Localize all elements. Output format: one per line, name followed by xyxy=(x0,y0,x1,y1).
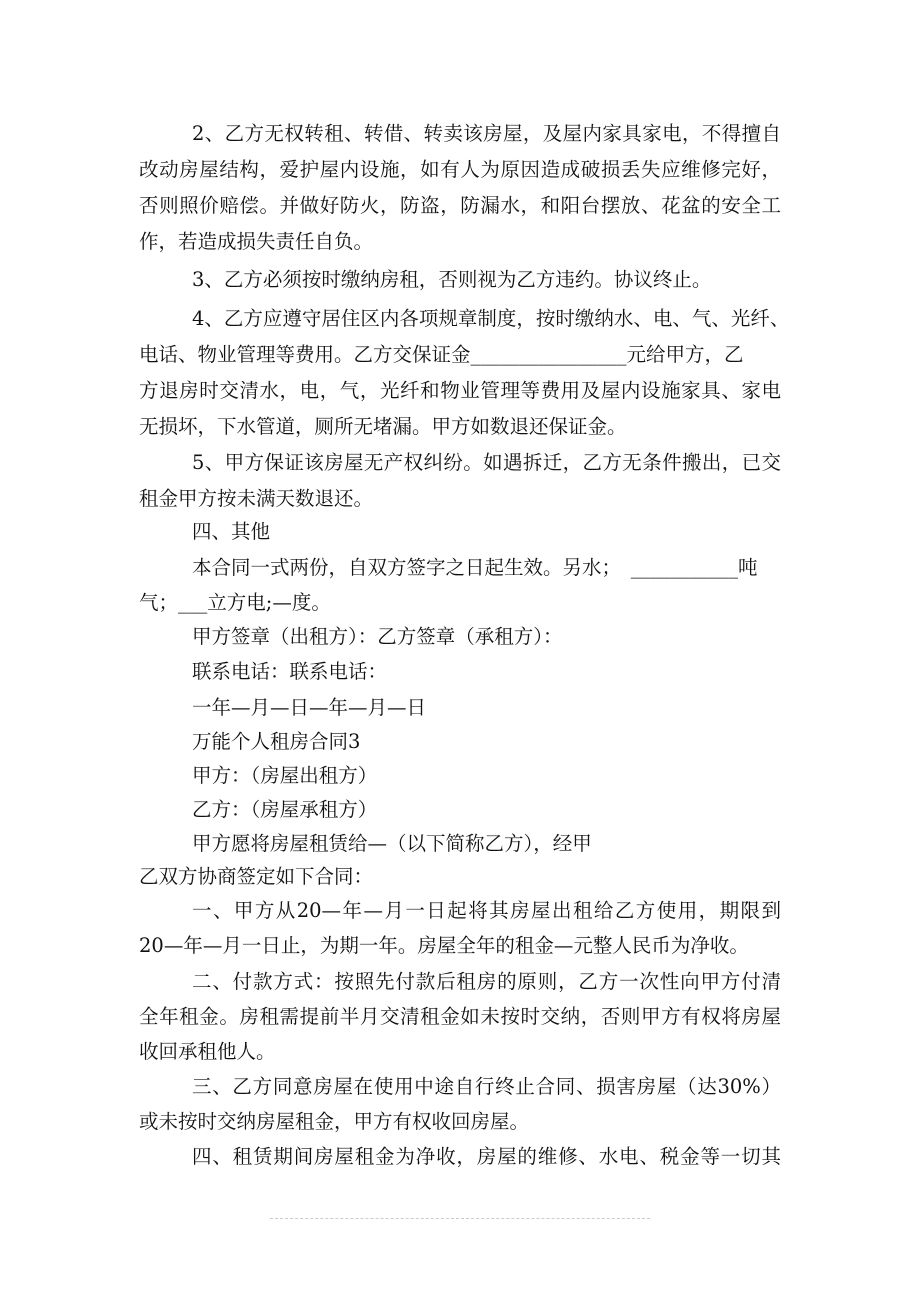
phone-line: 联系电话：联系电话： xyxy=(192,660,388,683)
signature-line: 甲方签章（出租方）：乙方签章（承租方）： xyxy=(192,625,563,648)
item-1-line-2: 20—年—月一日止，为期一年。房屋全年的租金—元整人民币为净收。 xyxy=(139,934,749,957)
clause-4-line-1: 4、乙方应遵守居住区内各项规章制度，按时缴纳水、电、气、光纤、 xyxy=(192,307,790,330)
clause-4-line-3: 方退房时交清水，电，气，光纤和物业管理等费用及屋内设施家具、家电 xyxy=(139,379,781,402)
item-3-line-2: 或未按时交纳房屋租金，甲方有权收回房屋。 xyxy=(139,1110,530,1133)
intro-line-1: 甲方愿将房屋租赁给—（以下简称乙方），经甲 xyxy=(192,832,592,855)
clause-2-line-1: 2、乙方无权转租、转借、转卖该房屋，及屋内家具家电，不得擅自 xyxy=(192,122,781,145)
item-2-line-2: 全年租金。房租需提前半月交清租金如未按时交纳，否则甲方有权将房屋 xyxy=(139,1005,781,1028)
copies-line-2: 气；___立方电;—度。 xyxy=(139,591,331,614)
item-1-line-1: 一、甲方从20—年—月一日起将其房屋出租给乙方使用，期限到 xyxy=(192,899,781,922)
intro-line-2: 乙双方协商签定如下合同： xyxy=(139,865,374,888)
clause-2-line-2: 改动房屋结构，爱护屋内设施，如有人为原因造成破损丢失应维修完好， xyxy=(139,158,781,181)
item-3-line-1: 三、乙方同意房屋在使用中途自行终止合同、损害房屋（达30%） xyxy=(192,1075,781,1098)
contract-3-title: 万能个人租房合同3 xyxy=(192,730,361,753)
clause-5-line-2: 租金甲方按未满天数退还。 xyxy=(139,487,374,510)
clause-5-line-1: 5、甲方保证该房屋无产权纠纷。如遇拆迁，乙方无条件搬出，已交 xyxy=(192,451,781,474)
page-bottom-divider xyxy=(270,1218,650,1219)
clause-3-line-1: 3、乙方必须按时缴纳房租，否则视为乙方违约。协议终止。 xyxy=(192,268,712,291)
party-a-line: 甲方：（房屋出租方） xyxy=(192,764,378,787)
date-line: 一年—月—日—年—月—日 xyxy=(192,696,427,719)
item-2-line-1: 二、付款方式：按照先付款后租房的原则，乙方一次性向甲方付清 xyxy=(192,970,781,993)
party-b-line: 乙方：（房屋承租方） xyxy=(192,798,378,821)
item-2-line-3: 收回承租他人。 xyxy=(139,1040,276,1063)
clause-2-line-4: 作，若造成损失责任自负。 xyxy=(139,230,374,253)
section-heading-others: 四、其他 xyxy=(192,520,271,543)
clause-2-line-3: 否则照价赔偿。并做好防火，防盗，防漏水，和阳台摆放、花盆的安全工 xyxy=(139,194,781,217)
copies-line-1: 本合同一式两份，自双方签字之日起生效。另水； ___________吨 xyxy=(192,556,758,579)
clause-4-line-4: 无损坏，下水管道，厕所无堵漏。甲方如数退还保证金。 xyxy=(139,415,627,438)
clause-4-line-2: 电话、物业管理等费用。乙方交保证金________________元给甲方，乙 xyxy=(139,343,744,366)
item-4-line-1: 四、租赁期间房屋租金为净收，房屋的维修、水电、税金等一切其 xyxy=(192,1145,781,1168)
